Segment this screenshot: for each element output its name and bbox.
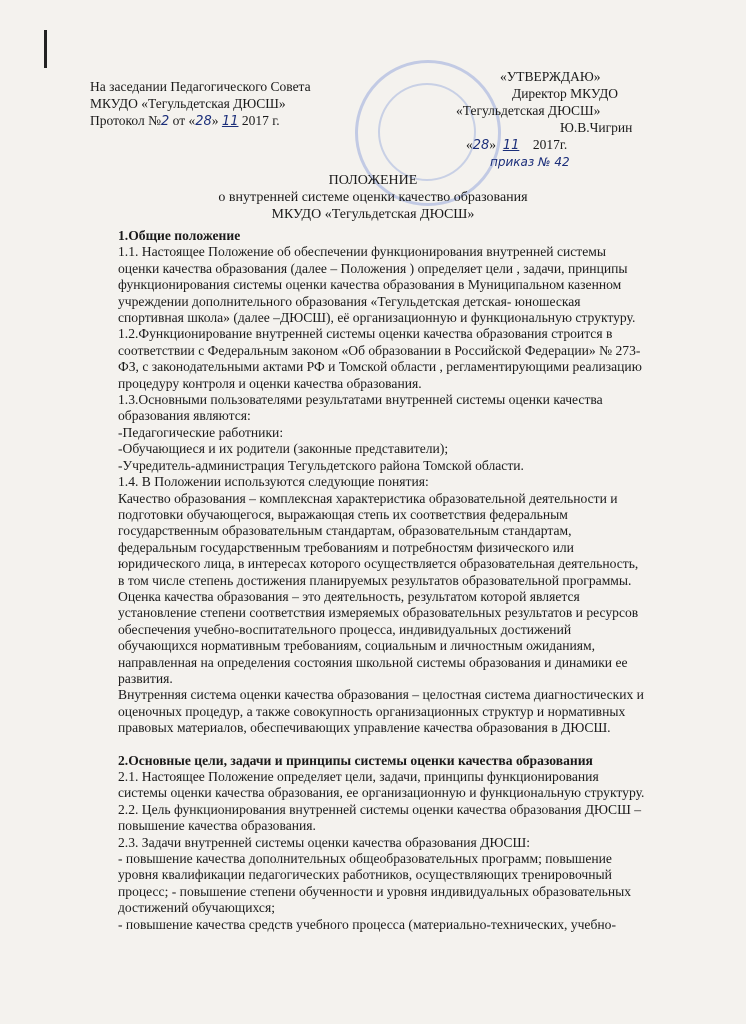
document-body bbox=[118, 228, 703, 933]
council-org: МКУДО «Тегульдетская ДЮСШ» bbox=[90, 96, 286, 111]
body-line: Оценка качества образования – это деятельность, результатом которой является bbox=[118, 588, 580, 604]
approval-date: «28» 11 2017г. bbox=[466, 137, 568, 153]
protocol-month: 11 bbox=[221, 114, 239, 129]
scan-mark bbox=[44, 30, 47, 68]
document-title bbox=[0, 172, 746, 223]
body-line: - повышение качества дополнительных общеобразовательных программ; повышение bbox=[118, 851, 612, 867]
body-line: уровня квалификации педагогических работников, осуществляющих тренировочный bbox=[118, 867, 612, 883]
body-line: функционирования системы оценки качества образования в Муниципальном казенном bbox=[118, 277, 622, 293]
body-line: 2.Основные цели, задачи и принципы системы оценки качества образования bbox=[118, 752, 593, 768]
body-line: процесс; - повышение степени обученности и уровня индивидуальных образовательных bbox=[118, 883, 632, 899]
body-line: федеральным государственным требованиям и потребностям физического или bbox=[118, 539, 574, 555]
body-line: 1.1. Настоящее Положение об обеспечении функционирования внутренней системы bbox=[118, 244, 607, 260]
body-line: ФЗ, с законодательными актами РФ и Томской области , регламентирующими реализацию bbox=[118, 359, 642, 375]
body-line: спортивная школа» (далее –ДЮСШ), её организационную и функциональную структуру. bbox=[118, 310, 636, 326]
director-position: Директор МКУДО bbox=[512, 86, 619, 101]
body-line: направленная на определения состояния школьной системы образования и динамики ее bbox=[118, 654, 628, 670]
council-line: На заседании Педагогического Совета bbox=[90, 79, 311, 94]
body-line: образования являются: bbox=[118, 408, 251, 424]
director-name: Ю.В.Чигрин bbox=[560, 120, 633, 135]
title-org: МКУДО «Тегульдетская ДЮСШ» bbox=[271, 207, 475, 222]
protocol-number: 2 bbox=[160, 114, 170, 129]
approval-org: «Тегульдетская ДЮСШ» bbox=[456, 103, 601, 118]
body-line: оценки качества образования (далее – Положения ) определяет цели , задачи, принципы bbox=[118, 260, 628, 276]
protocol-line: Протокол №2 от «28» 11 2017 г. bbox=[90, 113, 280, 129]
order-note: приказ № 42 bbox=[490, 155, 570, 169]
body-line: государственным образовательным стандартам, образовательным стандартам, bbox=[118, 523, 572, 539]
body-line: учреждении дополнительного образования «Тегульдетская детская- юношеская bbox=[118, 293, 581, 309]
body-line: 1.2.Функционирование внутренней системы оценки качества образования строится в bbox=[118, 326, 613, 342]
body-line: Внутренняя система оценки качества образования – целостная система диагностических и bbox=[118, 687, 644, 703]
body-line: соответствии с Федеральным законом «Об образовании в Российской Федерации» № 273- bbox=[118, 342, 641, 358]
body-line: 2.1. Настоящее Положение определяет цели, задачи, принципы функционирования bbox=[118, 769, 599, 784]
body-line bbox=[118, 737, 703, 753]
title-subject: о внутренней системе оценки качество образования bbox=[218, 190, 528, 205]
title-main: ПОЛОЖЕНИЕ bbox=[328, 173, 418, 188]
body-line: 1.3.Основными пользователями результатами внутренней системы оценки качества bbox=[118, 392, 603, 408]
body-line: достижений обучающихся; bbox=[118, 900, 275, 916]
body-line: юридического лица, в интересах которого осуществляется образовательная деятельность, bbox=[118, 556, 639, 572]
body-line: Качество образования – комплексная характеристика образовательной деятельности и bbox=[118, 490, 618, 506]
body-line: 1.4. В Положении используются следующие понятия: bbox=[118, 474, 429, 490]
body-line: -Педагогические работники: bbox=[118, 424, 284, 440]
body-line: -Обучающиеся и их родители (законные представители); bbox=[118, 441, 449, 457]
body-line: повышение качества образования. bbox=[118, 818, 316, 834]
approval-header bbox=[450, 68, 710, 171]
body-line: системы оценки качества образования, ее организационную и функциональную структуру. bbox=[118, 785, 645, 801]
body-line: установление степени соответствия измеряемых образовательных результатов и ресурсов bbox=[118, 605, 639, 621]
body-line: подготовки обучающегося, выражающая степь их соответствия федеральным bbox=[118, 506, 568, 522]
body-line: оценочных процедур, а также совокупность организационных структур и нормативных bbox=[118, 703, 626, 719]
body-line: обучающихся нормативным требованиям, социальным и личностным ожиданиям, bbox=[118, 638, 596, 654]
body-line: развития. bbox=[118, 670, 173, 686]
council-header bbox=[90, 78, 311, 130]
body-line: обеспечения учебно-воспитательного процесса, индивидуальных достижений bbox=[118, 621, 572, 637]
body-line: правовых материалов, обеспечивающих управление качества образования в ДЮСШ. bbox=[118, 720, 611, 736]
protocol-day: 28 bbox=[195, 114, 212, 129]
body-line: - повышение качества средств учебного процесса (материально-технических, учебно- bbox=[118, 916, 616, 932]
body-line: 2.2. Цель функционирования внутренней системы оценки качества образования ДЮСШ – bbox=[118, 801, 641, 817]
approve-label: «УТВЕРЖДАЮ» bbox=[500, 69, 601, 84]
body-line: 1.Общие положение bbox=[118, 228, 241, 243]
body-line: в том числе степень достижения планируемых результатов образовательной программы. bbox=[118, 572, 632, 588]
body-line: 2.3. Задачи внутренней системы оценки качества образования ДЮСШ: bbox=[118, 834, 530, 850]
body-line: процедуру контроля и оценки качества образования. bbox=[118, 375, 422, 391]
body-line: -Учредитель-администрация Тегульдетского района Томской области. bbox=[118, 457, 524, 473]
